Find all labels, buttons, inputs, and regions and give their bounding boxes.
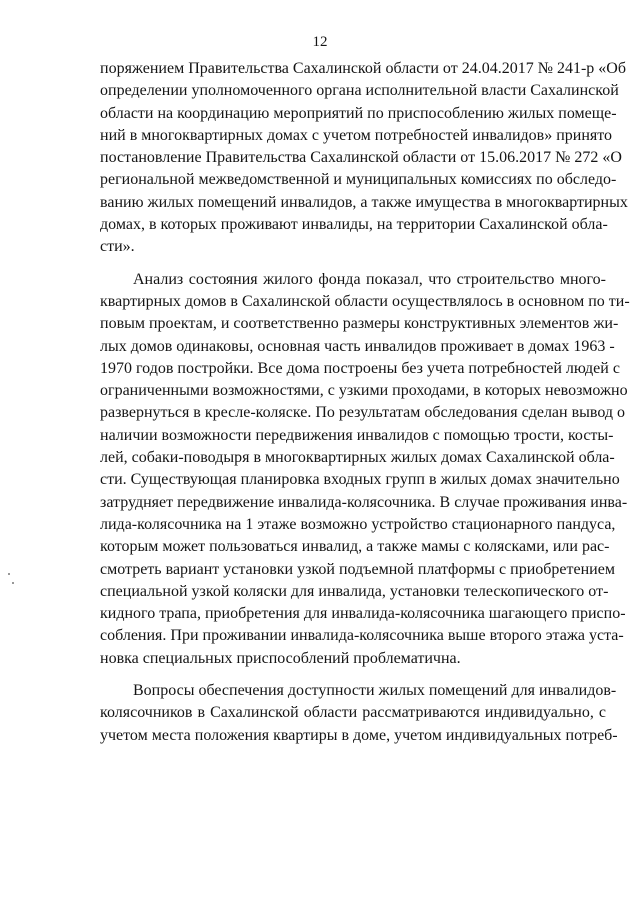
text-line: ванию жилых помещений инвалидов, а также имущества в многоквартирных [100, 193, 628, 211]
text-line: лей, собаки-поводыря в многоквартирных жилых домах Сахалинской обла- [100, 449, 615, 467]
text-line: региональной межведомственной и муниципальных комиссиях по обследо- [100, 171, 617, 189]
text-line: лида-колясочника на 1 этаже возможно устройство стационарного пандуса, [100, 515, 616, 533]
text-line: Вопросы обеспечения доступности жилых помещений для инвалидов- [133, 682, 617, 700]
text-line: постановление Правительства Сахалинской области от 15.06.2017 № 272 «О [100, 149, 622, 167]
text-line: сти. Существующая планировка входных групп в жилых домах значительно [100, 471, 620, 489]
paragraph [100, 58, 628, 259]
text-line: кидного трапа, приобретения для инвалида-колясочника шагающего приспо- [100, 605, 626, 623]
scan-speck [12, 582, 14, 584]
text-line: квартирных домов в Сахалинской области осуществлялось в основном по ти- [100, 292, 630, 310]
text-line: определении уполномоченного органа исполнительной власти Сахалинской [100, 82, 619, 100]
text-line: специальной узкой коляски для инвалида, установки телескопического от- [100, 582, 609, 600]
text-line: которым может пользоваться инвалид, а также мамы с колясками, или рас- [100, 538, 610, 556]
paragraph [100, 269, 630, 670]
paragraph [100, 680, 618, 747]
text-line: поряжением Правительства Сахалинской области от 24.04.2017 № 241-р «Об [100, 60, 626, 77]
text-line: лых домов одинаковы, основная часть инвалидов проживает в домах 1963 - [100, 337, 615, 355]
page-number: 12 [312, 34, 328, 50]
text-line: учетом места положения квартиры в доме, учетом индивидуальных потреб- [100, 726, 618, 744]
text-line: новка специальных приспособлений проблематична. [100, 649, 461, 667]
text-line: затрудняет передвижение инвалида-колясочника. В случае проживания инва- [100, 493, 628, 511]
text-line: 1970 годов постройки. Все дома построены без учета потребностей людей с [100, 359, 620, 377]
text-line: колясочников в Сахалинской области рассматриваются индивидуально, с [100, 704, 606, 722]
text-line: развернуться в кресле-коляске. По результатам обследования сделан вывод о [100, 404, 626, 422]
text-line: собления. При проживании инвалида-колясочника выше второго этажа уста- [100, 627, 624, 645]
text-line: повым проектам, и соответственно размеры конструктивных элементов жи- [100, 315, 619, 333]
scan-speck [8, 573, 10, 575]
text-line: ний в многоквартирных домах с учетом потребностей инвалидов» принято [100, 126, 613, 144]
text-line: области на координацию мероприятий по приспособлению жилых помеще- [100, 104, 617, 122]
text-line: Анализ состояния жилого фонда показал, что строительство много- [133, 270, 606, 288]
text-line: сти». [100, 238, 135, 256]
text-body [100, 58, 630, 747]
text-line: ограниченными возможностями, с узкими проходами, в которых невозможно [100, 382, 628, 400]
text-line: домах, в которых проживают инвалиды, на территории Сахалинской обла- [100, 216, 608, 234]
text-line: наличии возможности передвижения инвалидов с помощью трости, косты- [100, 426, 614, 444]
text-line: смотреть вариант установки узкой подъемной платформы с приобретением [100, 560, 615, 578]
